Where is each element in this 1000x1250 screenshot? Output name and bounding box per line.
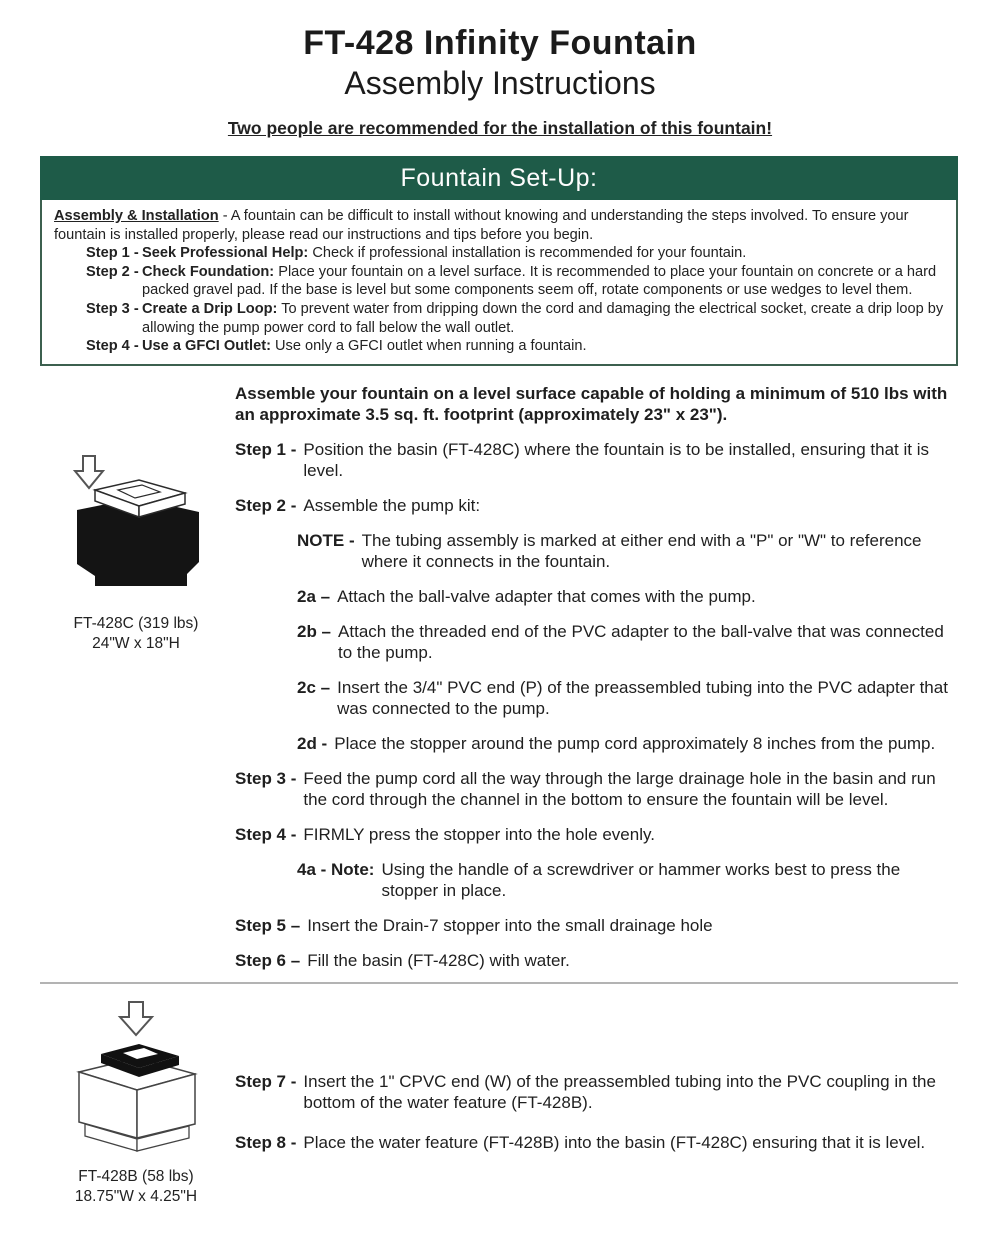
setup-step-text: Check if professional installation is recommended for your fountain. [308,245,747,262]
setup-step-label: Step 2 - [86,263,139,280]
step-text: Attach the threaded end of the PVC adapter to the ball-valve that was connected to the pump. [338,621,944,662]
step-text: Place the stopper around the pump cord approximately 8 inches from the pump. [334,733,936,753]
step-label: Step 7 - [235,1071,297,1091]
setup-step-text: Place your fountain on a level surface. It is recommended to place your fountain on concrete or a hard packed gravel pad. If the base is level but some components seem off, rotate components or use wedges to level them. [142,263,937,299]
down-arrow-icon [120,1002,152,1035]
page-subtitle: Assembly Instructions [344,65,656,101]
figure-caption [40,614,232,653]
assembly-step-1 [235,439,958,481]
step-text: Position the basin (FT-428C) where the fountain is to be installed, ensuring that it is level. [303,439,929,480]
step-text: Insert the 1" CPVC end (W) of the preassembled tubing into the PVC coupling in the bottom of the water feature (FT-428B). [303,1071,936,1112]
step-label: Step 2 - [235,495,297,515]
assembly-step-5 [235,915,958,936]
step-text: Attach the ball-valve adapter that comes with the pump. [337,586,756,606]
setup-step-4 [86,337,944,356]
step-label: 2a – [297,586,331,606]
setup-intro-label: Assembly & Installation [54,208,219,224]
setup-step-body [142,263,944,300]
step-label: 2c – [297,677,331,697]
setup-step-1 [86,244,944,263]
step-text: Insert the 3/4" PVC end (P) of the preassembled tubing into the PVC adapter that was connected to the pump. [337,677,948,718]
step-label: Step 4 - [235,824,297,844]
step-label: Step 1 - [235,439,297,459]
assembly-step-3 [235,768,958,810]
step-text: Place the water feature (FT-428B) into the basin (FT-428C) ensuring that it is level. [303,1132,926,1152]
assembly-main [235,383,958,1153]
setup-step-text: To prevent water from dripping down the cord and damaging the electrical socket, create a drip loop by allowing the pump power cord to fall below the wall outlet. [142,300,944,336]
setup-step-title: Seek Professional Help: [142,245,309,262]
assembly-step-8 [235,1132,958,1153]
assembly-step-2c [297,677,958,719]
figure-water-feature [40,1000,232,1206]
setup-banner: Fountain Set-Up: [40,156,958,200]
step-text: FIRMLY press the stopper into the hole evenly. [303,824,655,844]
page-title: FT-428 Infinity Fountain [303,24,697,62]
assembly-step-2d [297,733,958,754]
figure-caption-line1: FT-428C (319 lbs) [73,615,199,632]
step-label: Step 5 – [235,915,301,935]
figure-caption [40,1167,232,1206]
step-text: Fill the basin (FT-428C) with water. [307,950,570,970]
setup-intro-text: - A fountain can be difficult to install without knowing and understanding the steps involved. To ensure your fountain is installed properly, please read our instructions and tips before you begin. [54,208,909,243]
figure-caption-line2: 18.75"W x 4.25"H [74,1187,198,1205]
setup-step-2 [86,263,944,300]
assembly-step-4 [235,824,958,845]
setup-step-title: Check Foundation: [142,263,275,280]
setup-step-body [142,337,587,356]
setup-step-label: Step 4 - [86,338,139,355]
step-label: Step 6 – [235,950,301,970]
basin-illustration [61,452,211,602]
setup-step-body [142,300,944,337]
assembly-step-6 [235,950,958,971]
notice-text: Two people are recommended for the installation of this fountain! [227,118,773,138]
step-label: 4a - Note: [297,859,375,879]
assembly-step-7 [235,1071,958,1113]
setup-step-title: Create a Drip Loop: [142,300,278,317]
assembly-step-2a [297,586,958,607]
setup-step-3 [86,300,944,337]
step-label: 2d - [297,733,328,753]
setup-step-title: Use a GFCI Outlet: [142,338,271,355]
setup-box [40,200,958,366]
step-label: Step 3 - [235,768,297,788]
step-text: Assemble the pump kit: [303,495,481,515]
header [0,0,1000,139]
setup-step-body [142,244,746,263]
step-text: The tubing assembly is marked at either end with a "P" or "W" to reference where it connects in the fountain. [361,530,922,571]
step-text: Feed the pump cord all the way through the large drainage hole in the basin and run the cord through the channel in the bottom to ensure the fountain will be level. [303,768,936,809]
assembly-step-4a [297,859,958,901]
setup-step-label: Step 1 - [86,245,139,262]
figure-basin [40,452,232,653]
step-text: Insert the Drain-7 stopper into the small drainage hole [307,915,713,935]
step-label: NOTE - [297,530,355,550]
step-label: Step 8 - [235,1132,297,1152]
down-arrow-icon [75,456,103,488]
section-divider [40,982,958,984]
assembly-note [297,530,958,572]
figure-caption-line2: 24"W x 18"H [92,634,180,652]
assembly-intro: Assemble your fountain on a level surface capable of holding a minimum of 510 lbs with an approximate 3.5 sq. ft. footprint (approximately 23" x 23"). [235,383,948,424]
step-label: 2b – [297,621,332,641]
assembly-step-2 [235,495,958,516]
assembly-step-2b [297,621,958,663]
setup-step-label: Step 3 - [86,300,139,317]
setup-step-text: Use only a GFCI outlet when running a fountain. [270,338,587,355]
water-feature-illustration [61,1000,211,1155]
setup-intro [54,207,944,244]
step-text: Using the handle of a screwdriver or hammer works best to press the stopper in place. [381,859,901,900]
figure-caption-line1: FT-428B (58 lbs) [78,1168,194,1185]
